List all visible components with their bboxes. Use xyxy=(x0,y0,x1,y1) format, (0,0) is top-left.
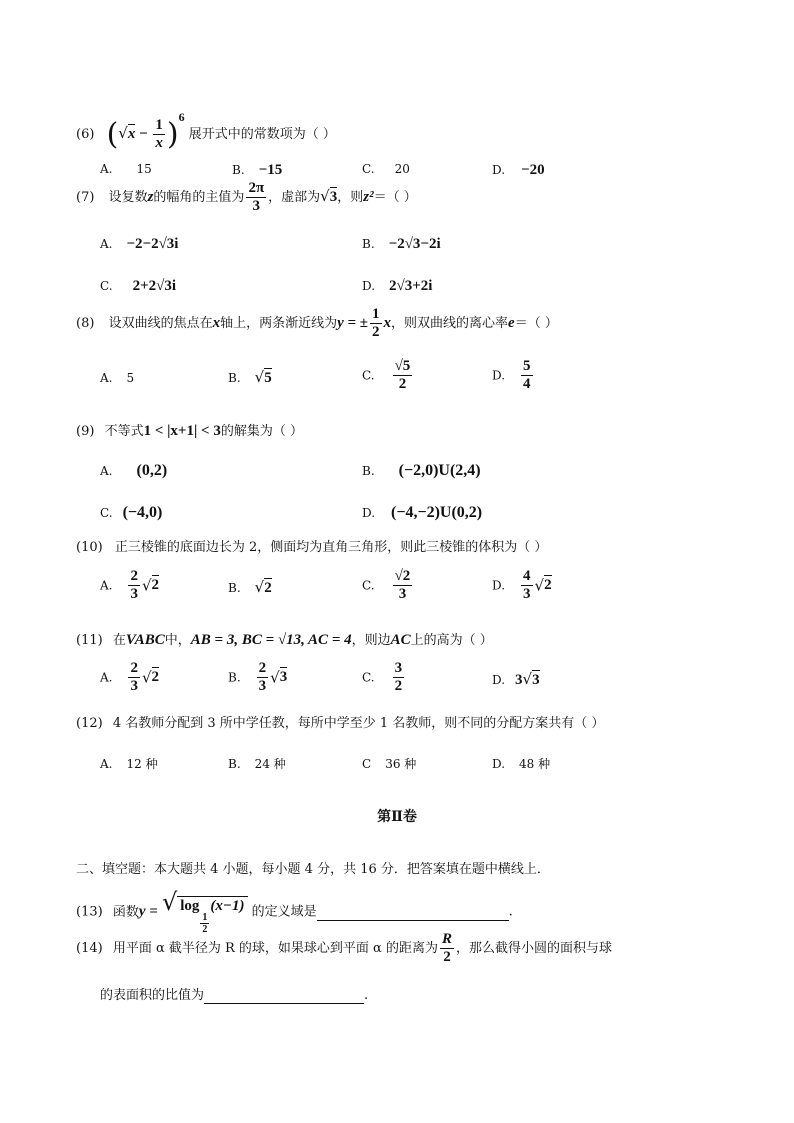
q14-answer-blank[interactable] xyxy=(204,988,364,1004)
q11-option-a: A. $\frac{2}{3}$ √2 xyxy=(100,660,160,694)
q11-line: (11) 在VABC中，AB = 3, BC = √13, AC = 4，则边AC上的高为（ ） xyxy=(76,632,493,648)
q12-option-d: D. 48 种 xyxy=(492,757,551,771)
q13-sqrt-expression: √ log $\frac{1}{2}$ (x−1) xyxy=(162,888,248,936)
q12-option-a: A. 12 种 xyxy=(100,757,158,771)
q12-option-c: C 36 种 xyxy=(362,757,417,771)
q13-number: (13) xyxy=(76,904,103,920)
q9-option-a: A. (0,2) xyxy=(100,462,168,479)
q6-option-c: C. 20 xyxy=(362,162,410,176)
q8-option-a: A. 5 xyxy=(100,371,135,385)
q7-option-b: B. −2√3−2i xyxy=(362,236,441,252)
q8-number: (8) xyxy=(76,316,95,331)
q10-option-c: C. $\frac{√2}{3}$ xyxy=(362,568,411,602)
q11-option-c: C. $\frac{3}{2}$ xyxy=(362,660,403,694)
fill-intro: 二、填空题：本大题共 4 小题，每小题 4 分，共 16 分．把答案填在题中横线上． xyxy=(76,862,550,877)
q13-line: (13) 函数y = √ log $\frac{1}{2}$ (x−1) 的定义域是 . xyxy=(76,888,513,935)
q10-number: (10) xyxy=(76,540,103,555)
q9-number: (9) xyxy=(76,424,95,439)
q13-answer-blank[interactable] xyxy=(317,905,509,921)
q12-line: (12) 4 名教师分配到 3 所中学任教，每所中学至少 1 名教师，则不同的分配方案共有（ ） xyxy=(76,716,605,731)
q9-option-b: B. (−2,0)U(2,4) xyxy=(362,462,481,479)
q10-option-a: A. $\frac{2}{3}$ √2 xyxy=(100,568,160,602)
q6-option-b: B. −15 xyxy=(232,162,283,178)
q14-line: (14) 用平面 α 截半径为 R 的球，如果球心到平面 α 的距离为 $\frac{R}{2}$ ，那么截得小圆的面积与球 xyxy=(76,931,612,965)
q7-fraction: $\frac{2\pi}{3}$ xyxy=(248,180,265,214)
q6-option-d: D. −20 xyxy=(492,162,545,178)
q8-fraction: $\frac{1}{2}$ xyxy=(372,306,380,340)
q10-line: (10) 正三棱锥的底面边长为 2，侧面均为直角三角形，则此三棱锥的体积为（ ） xyxy=(76,540,548,555)
q9-option-c: C. (−4,0) xyxy=(100,504,163,521)
q14-line2: 的表面积的比值为 . xyxy=(100,988,369,1003)
q8-line: (8) 设双曲线的焦点在x轴上，两条渐近线为y = ± $\frac{1}{2}$ x，则双曲线的离心率e＝（ ） xyxy=(76,306,558,340)
q6-line xyxy=(76,109,336,152)
q7-option-d: D. 2√3+2i xyxy=(362,278,433,294)
q14-fraction: $\frac{R}{2}$ xyxy=(441,931,452,965)
q6-expression: (√x − $\frac{1}{x}$ )$^6$ xyxy=(106,109,185,152)
q11-option-d: D. 3√3 xyxy=(492,670,540,688)
q12-option-b: B. 24 种 xyxy=(228,757,286,771)
q11-option-b: B. $\frac{2}{3}$ √3 xyxy=(228,660,288,694)
q8-option-d: D. $\frac{5}{4}$ xyxy=(492,358,531,392)
q7-line: (7) 设复数z的幅角的主值为 $\frac{2\pi}{3}$ ，虚部为√3，则z²＝（ ） xyxy=(76,180,417,214)
q7-option-a: A. −2−2√3i xyxy=(100,236,179,252)
q10-option-d: D. $\frac{4}{3}$ √2 xyxy=(492,568,552,602)
q6-text: 展开式中的常数项为（ ） xyxy=(188,127,336,142)
q9-line: (9) 不等式1 < |x+1| < 3的解集为（ ） xyxy=(76,423,303,439)
q8-option-c: C. $\frac{√5}{2}$ xyxy=(362,358,411,392)
q9-option-d: D. (−4,−2)U(0,2) xyxy=(362,504,483,521)
section-title: 第Ⅱ卷 xyxy=(377,809,417,825)
q7-sqrt: √ xyxy=(320,187,330,205)
q12-number: (12) xyxy=(76,716,103,731)
q8-option-b: B. √5 xyxy=(228,368,272,386)
q10-option-b: B. √2 xyxy=(228,578,272,596)
q7-number: (7) xyxy=(76,190,95,205)
q6-option-a: A. 15 xyxy=(100,162,152,176)
q14-number: (14) xyxy=(76,941,103,956)
q11-number: (11) xyxy=(76,633,103,648)
q6-number: (6) xyxy=(76,127,95,142)
q7-option-c: C. 2+2√3i xyxy=(100,278,177,294)
